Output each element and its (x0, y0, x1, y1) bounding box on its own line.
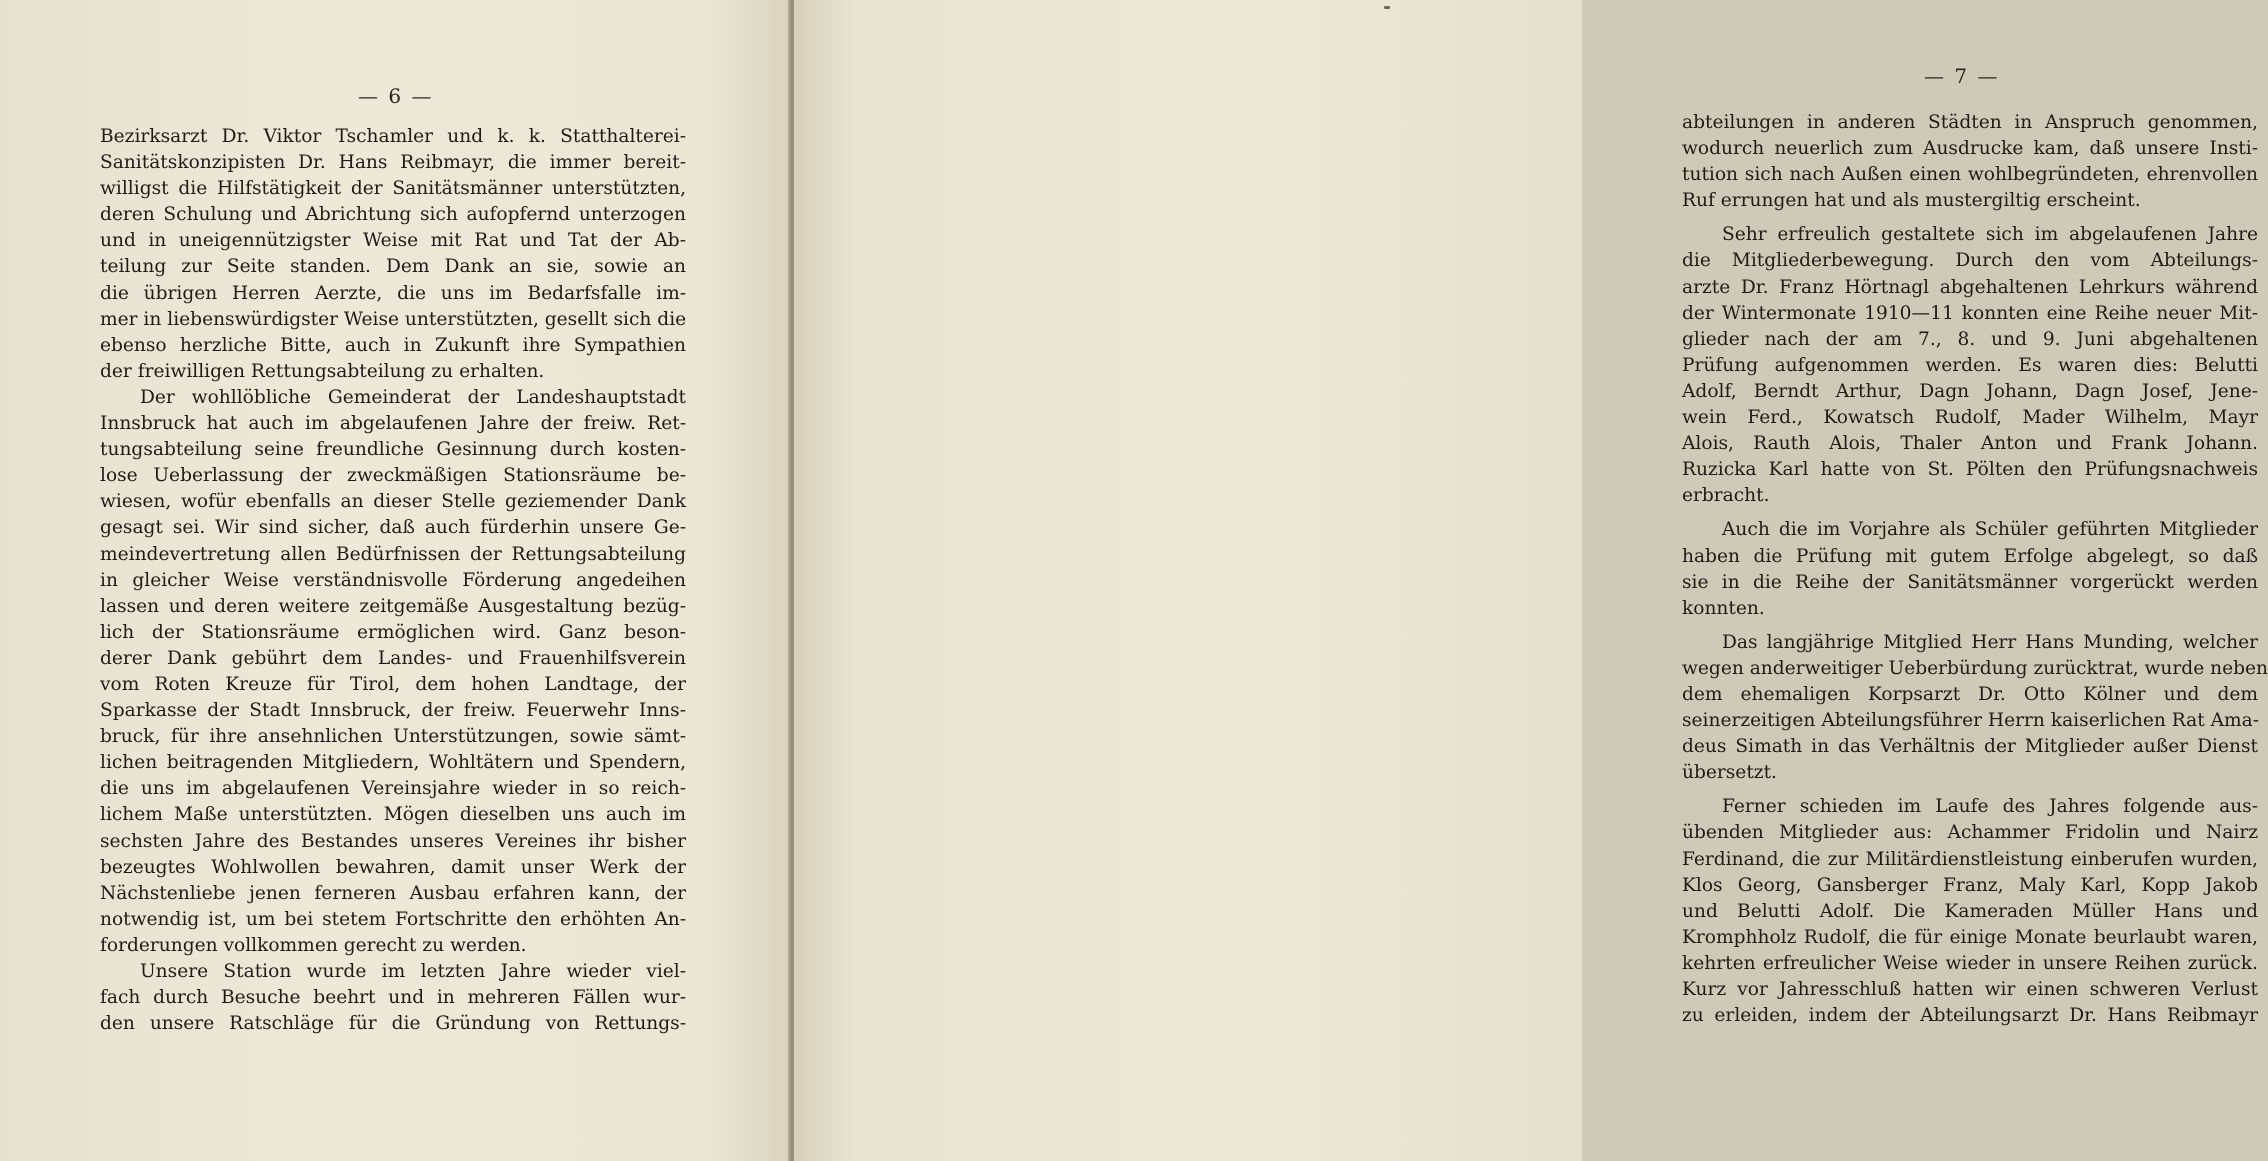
text-line: Sehr erfreulich gestaltete sich im abgelaufenen Jahre (1722, 224, 2258, 246)
text-line: wegen anderweitiger Ueberbürdung zurücktrat, wurde neben (1682, 657, 2268, 679)
text-line: erbracht. (1682, 485, 1770, 507)
text-line: tution sich nach Außen einen wohlbegründeten, ehrenvollen (1682, 164, 2258, 186)
text-line: Nächstenliebe jenen ferneren Ausbau erfahren kann, der (100, 882, 686, 904)
text-line: ebenso herzliche Bitte, auch in Zukunft ihre Sympathien (100, 334, 686, 356)
page-number-left: — 6 — (358, 84, 434, 108)
paragraph-gap (1682, 622, 2258, 630)
right-page-text (1682, 110, 2268, 1029)
text-line: Adolf, Berndt Arthur, Dagn Johann, Dagn Josef, Jene- (1682, 380, 2258, 402)
text-line: notwendig ist, um bei stetem Fortschritte den erhöhten An- (100, 908, 686, 930)
text-line: haben die Prüfung mit gutem Erfolge abgelegt, so daß (1682, 545, 2258, 567)
text-line: willigst die Hilfstätigkeit der Sanitätsmänner unterstützten, (100, 178, 686, 200)
text-line: tungsabteilung seine freundliche Gesinnung durch kosten- (100, 439, 686, 461)
text-line: der freiwilligen Rettungsabteilung zu erhalten. (100, 360, 545, 382)
text-line: forderungen vollkommen gerecht zu werden. (100, 934, 527, 956)
text-line: lichem Maße unterstützten. Mögen dieselben uns auch im (100, 804, 686, 826)
text-line: Ruzicka Karl hatte von St. Pölten den Prüfungsnachweis (1682, 459, 2258, 481)
text-line: in gleicher Weise verständnisvolle Förderung angedeihen (100, 569, 686, 591)
text-line: den unsere Ratschläge für die Gründung von Rettungs- (100, 1013, 686, 1035)
text-line: lich der Stationsräume ermöglichen wird. Ganz beson- (100, 621, 686, 643)
paragraph-gap (1682, 509, 2258, 517)
text-line: teilung zur Seite standen. Dem Dank an sie, sowie an (100, 256, 686, 278)
left-page (0, 0, 790, 1161)
text-line: und Belutti Adolf. Die Kameraden Müller Hans und (1682, 900, 2258, 922)
text-line: dem ehemaligen Korpsarzt Dr. Otto Kölner und dem (1682, 683, 2258, 705)
text-line: bruck, für ihre ansehnlichen Unterstützungen, sowie sämt- (100, 726, 686, 748)
text-line: Kurz vor Jahresschluß hatten wir einen schweren Verlust (1682, 979, 2258, 1000)
text-line: die Mitgliederbewegung. Durch den vom Abteilungs- (1682, 250, 2258, 272)
text-line: Der wohllöbliche Gemeinderat der Landeshauptstadt (140, 386, 686, 408)
paragraph-gap (1682, 786, 2258, 794)
text-line: vom Roten Kreuze für Tirol, dem hohen Landtage, der (100, 673, 686, 695)
text-line: Kromphholz Rudolf, die für einige Monate beurlaubt waren, (1682, 926, 2258, 948)
text-line: Ferner schieden im Laufe des Jahres folgende aus- (1722, 796, 2258, 818)
text-line: fach durch Besuche beehrt und in mehreren Fällen wur- (100, 987, 686, 1009)
text-line: übersetzt. (1682, 762, 1777, 784)
print-speck (1384, 6, 1390, 9)
text-line: seinerzeitigen Abteilungsführer Herrn kaiserlichen Rat Ama- (1682, 710, 2260, 732)
text-line: Sparkasse der Stadt Innsbruck, der freiw. Feuerwehr Inns- (100, 700, 686, 722)
right-page (794, 0, 2268, 1161)
text-line: wein Ferd., Kowatsch Rudolf, Mader Wilhelm, Mayr (1682, 407, 2258, 429)
text-line: meindevertretung allen Bedürfnissen der Rettungsabteilung (100, 543, 686, 565)
left-page-text (100, 124, 686, 1037)
text-line: übenden Mitglieder aus: Achammer Fridolin und Nairz (1682, 822, 2258, 844)
text-line: sie in die Reihe der Sanitätsmänner vorgerückt werden (1682, 571, 2258, 593)
text-line: Auch die im Vorjahre als Schüler geführten Mitglieder (1722, 519, 2258, 541)
text-line: Alois, Rauth Alois, Thaler Anton und Frank Johann. (1682, 433, 2258, 455)
paragraph-gap (1682, 214, 2258, 222)
text-line: kehrten erfreulicher Weise wieder in unsere Reihen zurück. (1682, 952, 2258, 974)
text-line: die übrigen Herren Aerzte, die uns im Bedarfsfalle im- (100, 282, 686, 304)
text-line: deus Simath in das Verhältnis der Mitglieder außer Dienst (1682, 736, 2258, 758)
text-line: konnten. (1682, 597, 1765, 619)
page-number-right: — 7 — (1924, 64, 2000, 88)
text-line: sechsten Jahre des Bestandes unseres Vereines ihr bisher (100, 830, 686, 852)
text-line: Innsbruck hat auch im abgelaufenen Jahre der freiw. Ret- (100, 413, 686, 435)
text-line: Das langjährige Mitglied Herr Hans Munding, welcher (1722, 631, 2258, 653)
text-line: lichen beitragenden Mitgliedern, Wohltätern und Spendern, (100, 752, 686, 774)
text-line: bezeugtes Wohlwollen bewahren, damit unser Werk der (100, 856, 686, 878)
text-line: deren Schulung und Abrichtung sich aufopfernd unterzogen (100, 204, 686, 226)
text-line: der Wintermonate 1910—11 konnten eine Reihe neuer Mit- (1682, 302, 2258, 324)
text-line: Prüfung aufgenommen werden. Es waren dies: Belutti (1682, 354, 2258, 376)
text-line: lassen und deren weitere zeitgemäße Ausgestaltung bezüg- (100, 595, 686, 617)
text-line: abteilungen in anderen Städten in Anspruch genommen, (1682, 112, 2258, 133)
text-line: wodurch neuerlich zum Ausdrucke kam, daß unsere Insti- (1682, 138, 2258, 160)
text-line: glieder nach der am 7., 8. und 9. Juni abgehaltenen (1682, 328, 2258, 350)
text-line: arzte Dr. Franz Hörtnagl abgehaltenen Lehrkurs während (1682, 276, 2258, 298)
text-line: wiesen, wofür ebenfalls an dieser Stelle geziemender Dank (100, 491, 686, 513)
text-line: mer in liebenswürdigster Weise unterstützten, gesellt sich die (100, 308, 687, 330)
text-line: lose Ueberlassung der zweckmäßigen Stationsräume be- (100, 465, 686, 487)
text-line: zu erleiden, indem der Abteilungsarzt Dr. Hans Reibmayr (1682, 1005, 2258, 1027)
text-line: gesagt sei. Wir sind sicher, daß auch fürderhin unsere Ge- (100, 517, 686, 539)
text-line: Klos Georg, Gansberger Franz, Maly Karl, Kopp Jakob (1682, 874, 2258, 896)
text-line: derer Dank gebührt dem Landes- und Frauenhilfsverein (100, 647, 686, 669)
text-line: Bezirksarzt Dr. Viktor Tschamler und k. k. Statthalterei- (100, 126, 686, 147)
text-line: die uns im abgelaufenen Vereinsjahre wieder in so reich- (100, 778, 686, 800)
text-line: und in uneigennützigster Weise mit Rat und Tat der Ab- (100, 230, 686, 252)
text-line: Ferdinand, die zur Militärdienstleistung einberufen wurden, (1682, 848, 2258, 870)
text-line: Sanitätskonzipisten Dr. Hans Reibmayr, die immer bereit- (100, 152, 686, 174)
text-line: Ruf errungen hat und als mustergiltig erscheint. (1682, 190, 2141, 212)
text-line: Unsere Station wurde im letzten Jahre wieder viel- (140, 961, 686, 982)
